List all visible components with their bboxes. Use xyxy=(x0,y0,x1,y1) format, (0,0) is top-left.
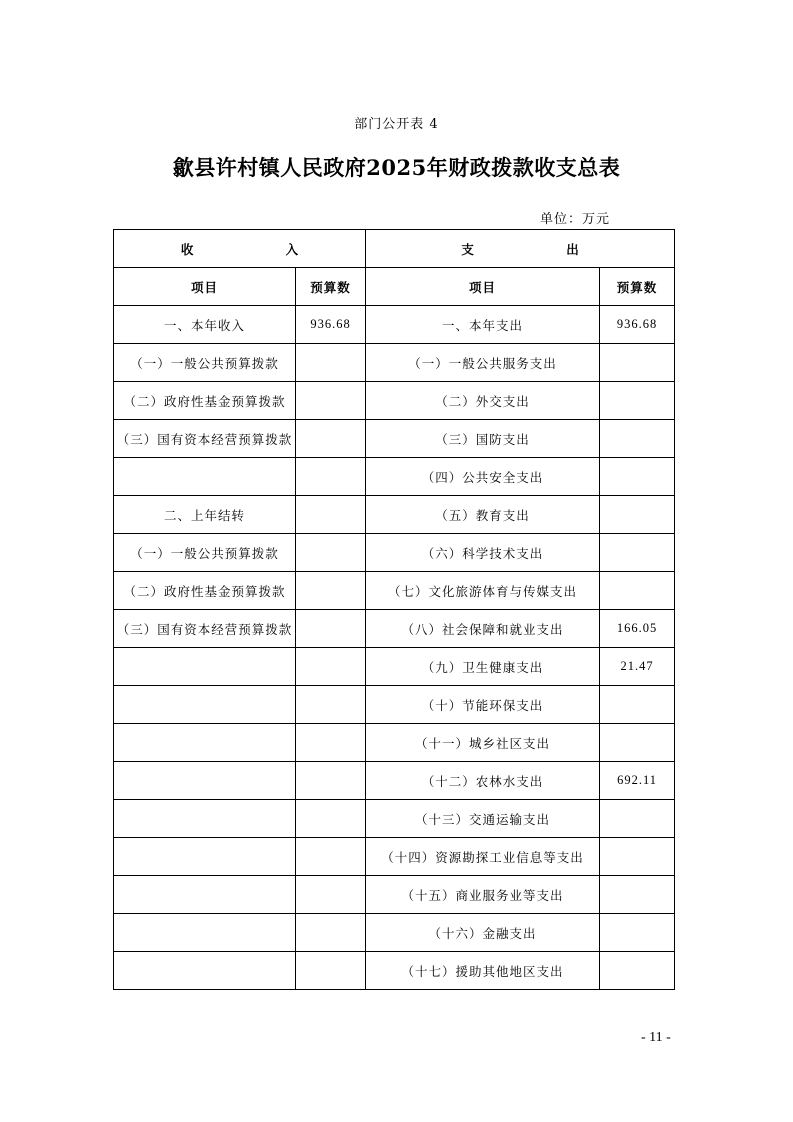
expense-item-cell: （十）节能环保支出 xyxy=(366,686,600,724)
table-row xyxy=(114,534,675,572)
income-value-cell xyxy=(296,724,366,762)
table-row xyxy=(114,572,675,610)
page-title: 歙县许村镇人民政府2025年财政拨款收支总表 xyxy=(172,155,621,180)
income-value-cell xyxy=(296,800,366,838)
income-value-cell xyxy=(296,952,366,990)
expense-item-cell: （一）一般公共服务支出 xyxy=(366,344,600,382)
expense-value-cell xyxy=(600,686,675,724)
table-row xyxy=(114,876,675,914)
table-label: 部门公开表 4 xyxy=(354,117,439,132)
income-item-cell xyxy=(114,762,296,800)
income-item-cell xyxy=(114,952,296,990)
expense-item-cell: （四）公共安全支出 xyxy=(366,458,600,496)
income-item-cell: （三）国有资本经营预算拨款 xyxy=(114,420,296,458)
income-value-cell xyxy=(296,686,366,724)
income-value-cell xyxy=(296,648,366,686)
expense-item-cell: （五）教育支出 xyxy=(366,496,600,534)
table-row xyxy=(114,724,675,762)
income-item-cell xyxy=(114,458,296,496)
column-header-row xyxy=(114,268,675,306)
income-section-label: 收 入 xyxy=(180,241,343,257)
income-value-cell xyxy=(296,610,366,648)
expense-item-cell: （十二）农林水支出 xyxy=(366,762,600,800)
table-row xyxy=(114,914,675,952)
expense-value-cell xyxy=(600,800,675,838)
income-value-cell: 936.68 xyxy=(296,306,366,344)
table-row xyxy=(114,952,675,990)
income-value-cell xyxy=(296,458,366,496)
expense-item-cell: （十五）商业服务业等支出 xyxy=(366,876,600,914)
expense-item-cell: （十一）城乡社区支出 xyxy=(366,724,600,762)
page-number: - 11 - xyxy=(641,1030,671,1045)
expense-item-cell: （十七）援助其他地区支出 xyxy=(366,952,600,990)
table-row xyxy=(114,838,675,876)
table-row xyxy=(114,458,675,496)
unit-label: 单位：万元 xyxy=(540,212,611,227)
table-row xyxy=(114,496,675,534)
expense-value-cell xyxy=(600,382,675,420)
expense-value-cell: 21.47 xyxy=(600,648,675,686)
income-value-cell xyxy=(296,572,366,610)
income-budget-header: 预算数 xyxy=(296,268,366,306)
expense-item-cell: （六）科学技术支出 xyxy=(366,534,600,572)
expense-value-cell xyxy=(600,420,675,458)
income-item-cell xyxy=(114,648,296,686)
expense-value-cell xyxy=(600,496,675,534)
expense-value-cell xyxy=(600,534,675,572)
expense-item-cell: （十四）资源勘探工业信息等支出 xyxy=(366,838,600,876)
income-value-cell xyxy=(296,914,366,952)
table-row xyxy=(114,648,675,686)
income-value-cell xyxy=(296,534,366,572)
expense-section-label: 支 出 xyxy=(461,241,623,257)
table-row xyxy=(114,420,675,458)
expense-value-cell: 936.68 xyxy=(600,306,675,344)
expense-item-header: 项目 xyxy=(366,268,600,306)
income-value-cell xyxy=(296,344,366,382)
expense-section-header xyxy=(366,230,675,268)
income-item-cell: （三）国有资本经营预算拨款 xyxy=(114,610,296,648)
expense-budget-header: 预算数 xyxy=(600,268,675,306)
income-item-cell: （一）一般公共预算拨款 xyxy=(114,344,296,382)
expense-value-cell xyxy=(600,914,675,952)
section-header-row xyxy=(114,230,675,268)
income-item-cell xyxy=(114,800,296,838)
income-value-cell xyxy=(296,838,366,876)
expense-item-cell: （三）国防支出 xyxy=(366,420,600,458)
expense-value-cell: 166.05 xyxy=(600,610,675,648)
expense-value-cell xyxy=(600,344,675,382)
table-row xyxy=(114,306,675,344)
income-value-cell xyxy=(296,496,366,534)
income-value-cell xyxy=(296,876,366,914)
budget-table xyxy=(113,229,675,990)
expense-item-cell: （二）外交支出 xyxy=(366,382,600,420)
budget-table-body xyxy=(114,230,675,990)
income-value-cell xyxy=(296,762,366,800)
income-item-cell: （一）一般公共预算拨款 xyxy=(114,534,296,572)
income-item-header: 项目 xyxy=(114,268,296,306)
expense-item-cell: （十六）金融支出 xyxy=(366,914,600,952)
income-item-cell: 二、上年结转 xyxy=(114,496,296,534)
income-item-cell xyxy=(114,724,296,762)
income-item-cell xyxy=(114,686,296,724)
expense-value-cell xyxy=(600,838,675,876)
table-row xyxy=(114,762,675,800)
table-row xyxy=(114,610,675,648)
expense-item-cell: 一、本年支出 xyxy=(366,306,600,344)
income-value-cell xyxy=(296,420,366,458)
expense-value-cell xyxy=(600,876,675,914)
income-item-cell xyxy=(114,914,296,952)
table-row xyxy=(114,800,675,838)
expense-item-cell: （八）社会保障和就业支出 xyxy=(366,610,600,648)
table-row xyxy=(114,344,675,382)
income-section-header xyxy=(114,230,366,268)
expense-value-cell xyxy=(600,952,675,990)
table-row xyxy=(114,686,675,724)
expense-value-cell xyxy=(600,724,675,762)
income-item-cell: （二）政府性基金预算拨款 xyxy=(114,572,296,610)
income-item-cell xyxy=(114,876,296,914)
expense-value-cell: 692.11 xyxy=(600,762,675,800)
income-item-cell xyxy=(114,838,296,876)
income-item-cell: 一、本年收入 xyxy=(114,306,296,344)
table-row xyxy=(114,382,675,420)
expense-item-cell: （七）文化旅游体育与传媒支出 xyxy=(366,572,600,610)
income-item-cell: （二）政府性基金预算拨款 xyxy=(114,382,296,420)
income-value-cell xyxy=(296,382,366,420)
expense-item-cell: （九）卫生健康支出 xyxy=(366,648,600,686)
expense-value-cell xyxy=(600,458,675,496)
expense-item-cell: （十三）交通运输支出 xyxy=(366,800,600,838)
expense-value-cell xyxy=(600,572,675,610)
